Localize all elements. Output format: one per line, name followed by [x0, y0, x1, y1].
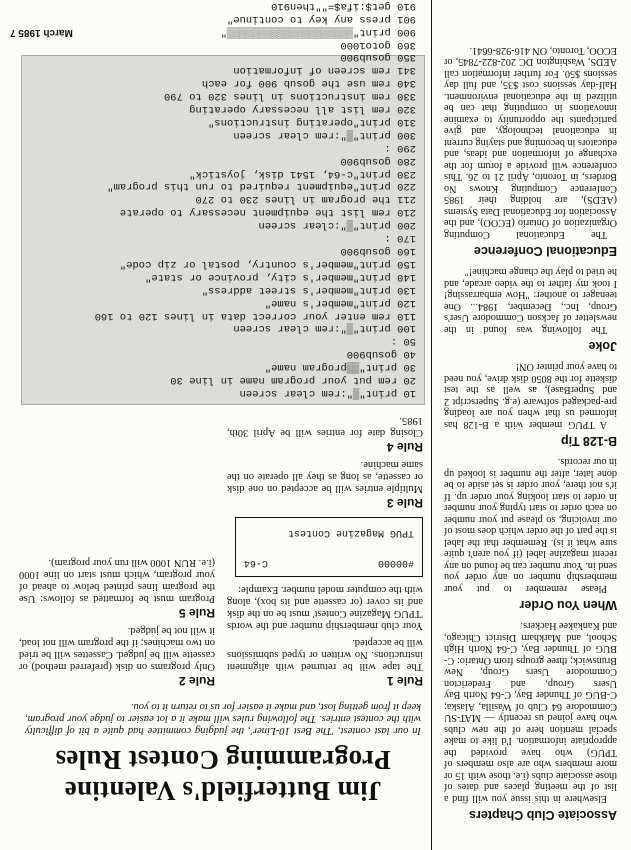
rule-heading: Rule 5 — [178, 606, 215, 621]
rule-text: Program must be formatted as follows: Use the program lines printed below to ahead of your program, which must start on line 1000 (i.e. RUN 1000 will run your program). — [19, 557, 215, 605]
rule-text: The tape will be returned with alignment instructions. No written or typed submissions will be accepted. — [227, 637, 423, 673]
sidebar-paragraph: Elsewhere in this issue you will find a list of the meeting places and dates of those associate clubs (i.e. those with 15 or more members who are also members of TPUG) who have provided the appropriate information. I'd like to make special mention here of the new clubs who have joined us recently — MAT-SU Commodore 64 Club of Wasilla, Alaska; C-BUG of Thunder Bay, C-64 North Bay Users Group, and Fredericton Commodore Users Group, New Brunswick; three groups from Ontario: C-BUG of Thunder Bay, C-64 North High School, and Markham District Chicago, and Kankakee Hackers. — [444, 620, 617, 804]
code-line: 170 : — [384, 232, 416, 245]
code-line: 130 print"member's street address" — [201, 283, 416, 296]
article-column — [21, 0, 425, 850]
code-line: 900 print"▒▒▒▒▒▒▒▒▒▒▒▒▒▒▒▒▒▒▒▒" — [220, 25, 416, 38]
sidebar-paragraph: The Educational Computing Organization of Ontario (ECOO), and the Association for Educational Data Systems (AEDS), are holding their 1985 Conference Computing Knows No Borders, in Toronto, April 21 to 26. This conference will provide a forum for the exchange of information and ideas, and educators in becoming and staying current in educational technology, and give participants the opportunity to examine innovations in computing that can be utilized in the educational environment. Half-day sessions cost $35, and full day sessions $50. For further information call AEDS, Washington DC 202-822-7845, or ECOO, Toronto, ON 416-928-6641. — [444, 45, 617, 240]
code-line: 290 : — [384, 141, 416, 154]
sample-label-box — [235, 517, 423, 577]
rule-heading: Rule 4 — [386, 440, 423, 455]
code-line: 110 rem enter your correct data in lines 120 to 160 — [94, 309, 416, 322]
code-line: 230 print"c-64, 1541 disk, joystick" — [189, 167, 416, 180]
rules-right-column — [19, 551, 215, 691]
code-line: 310 print"operating instructions" — [208, 115, 416, 128]
sidebar-paragraph: A TPUG member with a B-128 has informed us that when you are loading pre-packaged software (e.g. Superscript 2 and SuperBase), as well as the test diskette for the 8050 disk drive, you need to have your printer ON! — [444, 361, 617, 430]
code-line: 100 print"▒":rem clear screen — [233, 322, 416, 335]
sidebar-heading: When You Order — [519, 598, 617, 612]
rule-heading: Rule 2 — [178, 674, 215, 689]
sidebar-paragraph: The following was found in the newsletter of Jackson Commodore User's Group, Inc., December, 1984... One teenager to another: "How embarrassing! I took my father to the video arcade, and he tried to play the change machine!" — [444, 266, 617, 335]
sidebar-paragraph: Please remember to put your membership number on any order you send in. Your number can be found on any recent magazine label (if you aren't quite sure what it is). Remember that the label is the part of the order which does most of our invoicing, so please put your number on each order to start typing your number in order to start looking your order up. If it's not there, your order is set aside to be done later, after the number is looked up in our records. — [444, 456, 617, 594]
code-line: 220 print"equipment required to run this program" — [107, 180, 416, 193]
rule-heading: Rule 1 — [386, 674, 423, 689]
rules-section — [19, 415, 425, 691]
code-line: 350 gosub900 — [340, 51, 416, 64]
article-title: Jim Butterfield's Valentine Programming Contest Rules — [55, 745, 391, 806]
sidebar-heading: B-128 Tip — [560, 434, 617, 448]
code-line: 341 rem screen of information — [233, 64, 416, 77]
code-line: 50 : — [390, 335, 416, 348]
code-line: 40 gosub900 — [346, 348, 416, 361]
sidebar-heading: Joke — [588, 339, 617, 353]
code-line: 200 print"▒":clear screen — [258, 219, 416, 232]
code-line: 901 press any key to continue" — [226, 12, 416, 25]
code-line: 320 rem list all necessary operating — [189, 103, 416, 116]
code-line: 140 print"member's city, province or state" — [145, 270, 416, 283]
sidebar-column — [431, 0, 631, 850]
code-line: 150 print"member's country, postal or zip code" — [119, 257, 416, 270]
sidebar-heading: Associate Club Chapters — [469, 808, 617, 822]
rule-text: Closing date for entries will be April 30th, 1985. — [227, 415, 423, 439]
rule-text: Your club membership number and the words 'TPUG Magazine Contest' must be on the disk and its cover (or cassette and its box), along with the computer model number. Example: — [227, 584, 423, 632]
sample-member-number: #00000 — [377, 557, 414, 569]
sidebar-heading: Educational Conference — [473, 244, 617, 258]
sample-contest-label: TPUG Magazine Contest — [287, 527, 414, 539]
rule-text: Only programs on disk (preferred method) or cassette will be judged. Cassettes will be tried on two machines; if the program will not load, it will not be judged. — [19, 625, 215, 673]
code-line: 120 print"member's name" — [264, 296, 416, 309]
page-footer: March 1985 7 — [10, 27, 73, 38]
code-line: 360 goto1000 — [340, 38, 416, 51]
code-line: 211 the program in lines 230 to 270 — [195, 193, 416, 206]
rules-left-column — [227, 409, 423, 691]
code-line: 340 rem use the gosub 900 for each — [201, 77, 416, 90]
code-line: 10 print"▒":rem clear screen — [239, 387, 416, 399]
article-intro: In our last contest, 'The Best 10-Liner', the judging committee had quite a bit of difficulty with the contest entries. The following rules will make it a lot easier to judge your program, keep it from getting lost, and make it easier for us to return it to you. — [25, 700, 421, 736]
code-line: 20 rem put your program name in line 30 — [170, 374, 416, 387]
code-line: 280 gosub900 — [340, 154, 416, 167]
code-line: 300 print"▒":rem clear screen — [233, 128, 416, 141]
rule-heading: Rule 3 — [386, 496, 423, 511]
code-line: 910 get$:ifa$=""then910 — [271, 0, 416, 12]
code-line: 30 print"▒▒program name" — [264, 361, 416, 374]
code-line: 160 gosub900 — [340, 245, 416, 258]
sample-model: C-64 — [244, 557, 269, 569]
code-line: 330 rem instructions in lines 320 to 790 — [163, 90, 416, 103]
rule-text: Multiple entries will be accepted on one disk or cassette, as long as they all operate on the same machine. — [227, 459, 423, 495]
code-line: 210 rem list the equipment necessary to operate — [119, 206, 416, 219]
